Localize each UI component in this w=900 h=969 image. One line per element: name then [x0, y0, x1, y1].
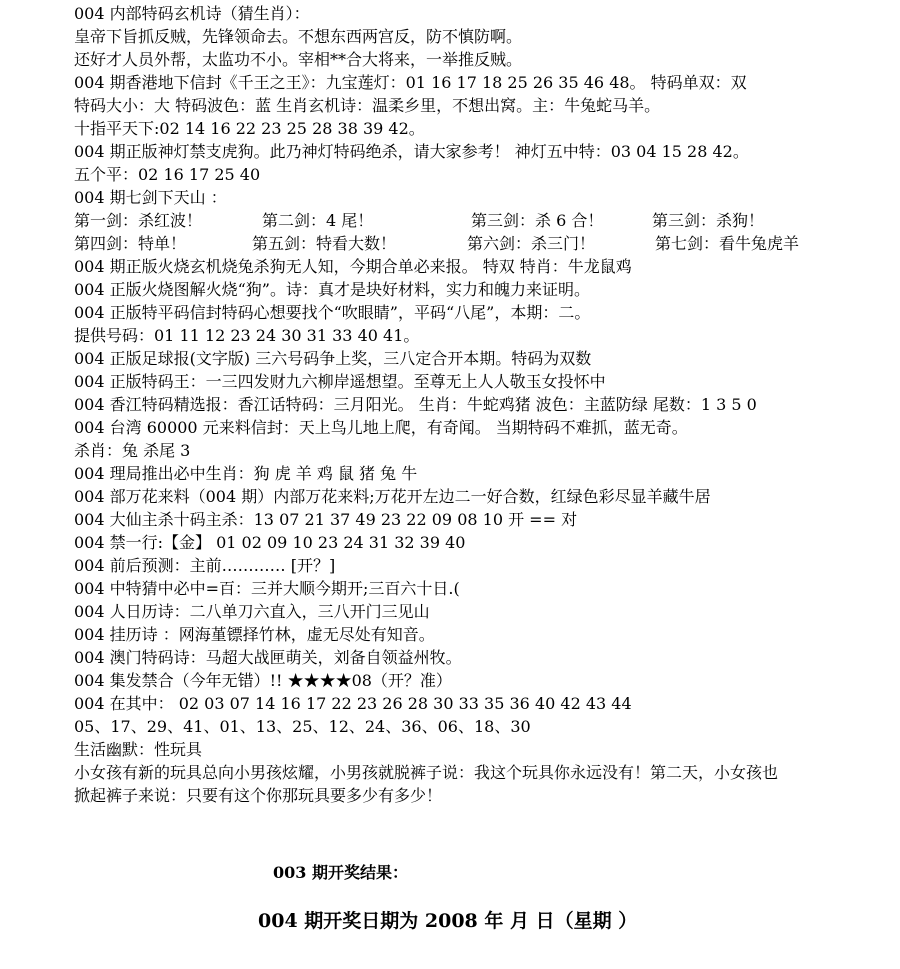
sword-2: 第二剑：4 尾！ [262, 211, 374, 230]
sword-5: 第五剑：特看大数！ [252, 234, 397, 253]
text-line-wall-calendar: 004 挂历诗 ：网海堇镖择竹林，虚无尽处有知音。 [74, 625, 435, 644]
text-line-humor-title: 生活幽默：性玩具 [74, 740, 203, 759]
text-line-five-flat: 五个平：02 16 17 25 40 [74, 165, 261, 184]
text-line-magic-lamp: 004 期正版神灯禁支虎狗。此乃神灯特码绝杀，请大家参考！ 神灯五中特：03 04 15 28 42。 [74, 142, 749, 161]
text-line-macau: 004 澳门特码诗：马超大战匣萌关，刘备自领益州牧。 [74, 648, 462, 667]
sword-4: 第四剑：特单！ [74, 234, 187, 253]
text-line-ban-row: 004 禁一行:【金】 01 02 09 10 23 24 31 32 39 40 [74, 533, 466, 552]
text-line-seven-swords: 004 期七剑下天山 ： [74, 188, 227, 207]
text-line-numbers: 提供号码：01 11 12 23 24 30 31 33 40 41。 [74, 326, 420, 345]
next-draw-date: 004 期开奖日期为 2008 年 月 日（星期 ） [258, 910, 638, 932]
text-line-hk-envelope: 004 期香港地下信封《千王之王》：九宝莲灯：01 16 17 18 25 26 35 46 48。 特码单双：双 [74, 73, 747, 92]
text-line-fire-burn: 004 期正版火烧玄机烧兔杀狗无人知，今期合单必来报。 特双 特肖：牛龙鼠鸡 [74, 257, 632, 276]
text-line-calendar-poem: 004 人日历诗：二八单刀六直入，三八开门三见山 [74, 602, 430, 621]
sword-1: 第一剑：杀红波！ [74, 211, 203, 230]
text-line-stars: 004 集发禁合（今年无错）!! ★★★★08（开？准） [74, 671, 452, 690]
text-line-guess: 004 中特猜中必中=百：三并大顺今期开;三百六十日.( [74, 579, 460, 598]
text-line-football: 004 正版足球报(文字版) 三六号码争上奖，三八定合开本期。特码为双数 [74, 349, 592, 368]
sword-3: 第三剑：杀 6 合！ [471, 211, 604, 230]
sword-3b: 第三剑：杀狗！ [652, 211, 765, 230]
text-line-special-king: 004 正版特码王：一三四发财九六柳岸遥想望。至尊无上人人敬玉女投怀中 [74, 372, 606, 391]
text-line-poem-1: 皇帝下旨抓反贼，先锋领命去。不想东西两宫反，防不慎防啊。 [74, 27, 523, 46]
text-line-in-it: 004 在其中： 02 03 07 14 16 17 22 23 26 28 30 33 35 36 40 42 43 44 [74, 694, 632, 713]
text-line-taiwan: 004 台湾 60000 元来料信封：天上鸟儿地上爬，有奇闻。 当期特码不难抓，蓝无奇。 [74, 418, 688, 437]
text-line-fire-diagram: 004 正版火烧图解火烧“狗”。诗：真才是块好材料，实力和魄力来证明。 [74, 280, 590, 299]
text-line-poem-2: 还好才人员外帮，太监功不小。宰相**合大将来，一举推反贼。 [74, 50, 523, 69]
text-line-kill-zodiac: 杀肖：兔 杀尾 3 [74, 441, 191, 460]
text-line-bureau: 004 理局推出必中生肖：狗 虎 羊 鸡 鼠 猪 兔 牛 [74, 464, 418, 483]
text-line-humor-1: 小女孩有新的玩具总向小男孩炫耀，小男孩就脱裤子说：我这个玩具你永远没有！第二天，小女孩也 [74, 763, 779, 782]
sword-7: 第七剑：看牛兔虎羊 [655, 234, 800, 253]
text-line-hongkong-pick: 004 香江特码精选报：香江话特码：三月阳光。 生肖：牛蛇鸡猪 波色：主蓝防绿 尾数：1 3 5 0 [74, 395, 757, 414]
draw-result-heading: 003 期开奖结果： [273, 863, 408, 882]
text-line-size-color: 特码大小：大 特码波色：蓝 生肖玄机诗：温柔乡里，不想出窝。主：牛兔蛇马羊。 [74, 96, 661, 115]
text-line-immortal: 004 大仙主杀十码主杀：13 07 21 37 49 23 22 09 08 10 开 == 对 [74, 510, 578, 529]
text-line-prediction: 004 前后预测：主前………… [开？] [74, 556, 336, 575]
text-line-flat-envelope: 004 正版特平码信封特码心想要找个“吹眼睛”，平码“八尾”，本期：二。 [74, 303, 591, 322]
sword-6: 第六剑：杀三门！ [467, 234, 596, 253]
text-line-humor-2: 掀起裤子来说：只要有这个你那玩具要多少有多少！ [74, 786, 443, 805]
text-line-flowers: 004 部万花来料（004 期）内部万花来料;万花开左边二一好合数，红绿色彩尽显羊藏牛居 [74, 487, 711, 506]
text-line-poem-title: 004 内部特码玄机诗（猜生肖）： [74, 4, 310, 23]
text-line-number-list: 05、17、29、41、01、13、25、12、24、36、06、18、30 [74, 717, 531, 736]
text-line-ten-fingers: 十指平天下:02 14 16 22 23 25 28 38 39 42。 [74, 119, 425, 138]
